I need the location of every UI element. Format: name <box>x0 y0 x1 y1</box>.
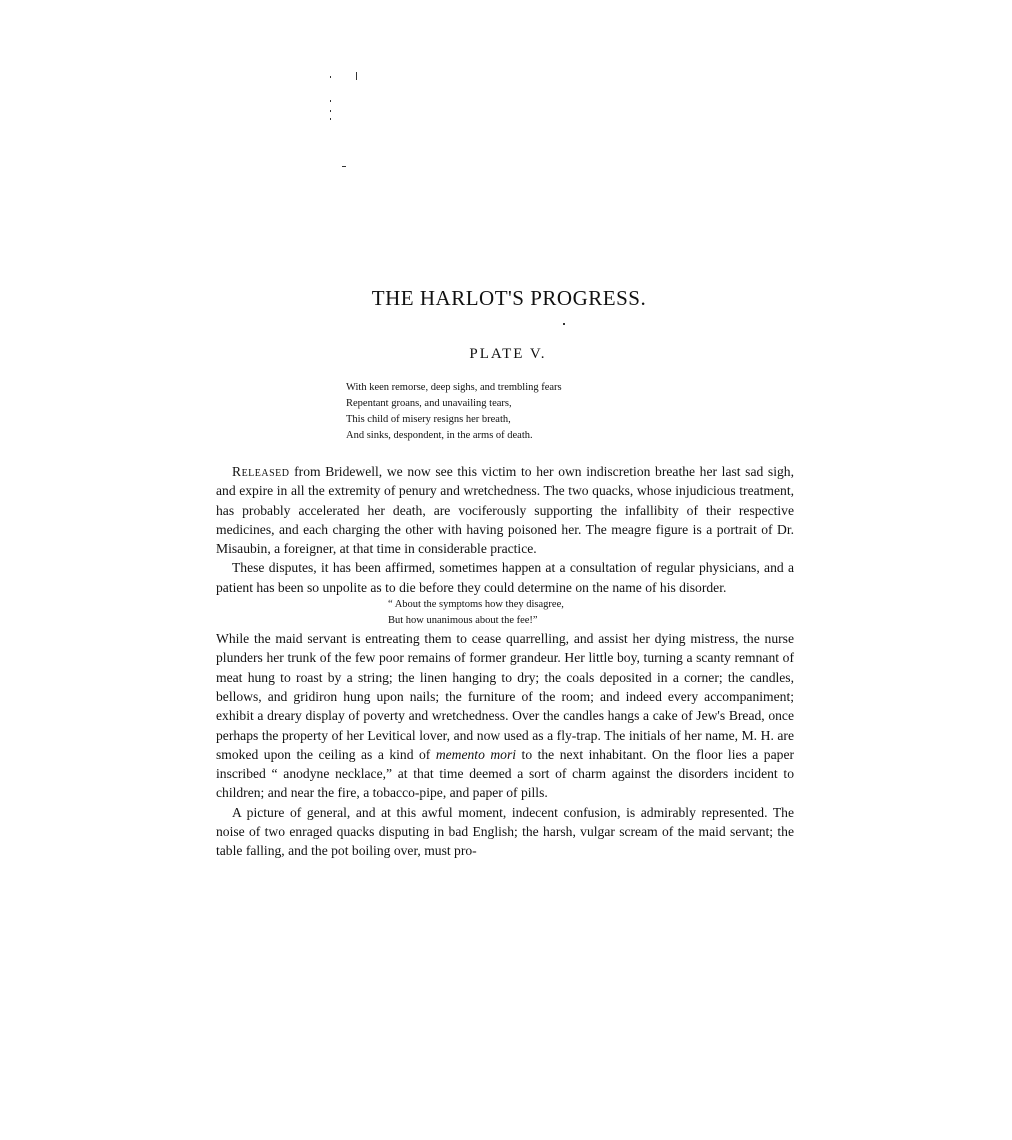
page-title: THE HARLOT'S PROGRESS. <box>371 286 647 310</box>
epigraph-line: With keen remorse, deep sighs, and trembling fears <box>346 382 562 393</box>
scan-marks <box>328 70 368 180</box>
quote-line: “ About the symptoms how they disagree, <box>388 599 564 611</box>
drop-word: Released <box>232 464 290 479</box>
paragraph-1 <box>216 462 794 558</box>
paragraph-4: A picture of general, and at this awful moment, indecent confusion, is admirably represented. The noise of two enraged quacks disputing in bad English; the harsh, vulgar scream of the maid servant; the table falling, and the pot boiling over, must pro- <box>216 804 794 859</box>
epigraph-line: Repentant groans, and unavailing tears, <box>346 398 512 409</box>
epigraph-verse <box>346 380 562 444</box>
epigraph-line: This child of misery resigns her breath, <box>346 414 511 425</box>
epigraph-line: And sinks, despondent, in the arms of death. <box>346 430 533 441</box>
paragraph-1-text: from Bridewell, we now see this victim to her own indiscretion breathe her last sad sigh, and expire in all the extremity of penury and wretchedness. The two quacks, whose injudicious treatment, has probably accelerated her death, are vociferously supporting the infallibity of their respective medicines, and each charging the other with having poisoned her. The meagre figure is a portrait of Dr. Misaubin, a foreigner, at that time in considerable practice. <box>216 464 794 557</box>
paragraph-2: These disputes, it has been affirmed, sometimes happen at a consultation of regular physicians, and a patient has been so unpolite as to die before they could determine on the name of his disorder. <box>216 560 794 595</box>
paragraph-3-text-b: to the next inhabitant. On the floor lies a paper inscribed “ anodyne necklace,” at that time deemed a sort of charm against the disorders incident to children; and near the fire, a tobacco-pipe, and paper of pills. <box>216 746 794 801</box>
quote-line: But how unanimous about the fee!” <box>388 615 538 627</box>
plate-heading: PLATE V. <box>469 346 547 362</box>
paragraph-3 <box>216 629 794 803</box>
paragraph-3-text-a: While the maid servant is entreating them to cease quarrelling, and assist her dying mistress, the nurse plunders her trunk of the few poor remains of former grandeur. Her little boy, turning a scanty remnant of meat hung to roast by a string; the linen hanging to dry; the coals deposited in a corner; the candles, bellows, and gridiron hung upon nails; the furniture of the room; and indeed every accompaniment; exhibit a dreary display of poverty and wretchedness. Over the candles hangs a cake of Jew's Bread, once perhaps the property of her Levitical lover, and now used as a fly-trap. The initials of her name, M. H. are smoked upon the ceiling as a kind of <box>216 631 794 762</box>
inline-quote <box>388 597 794 629</box>
title-ornament-dot <box>563 323 565 325</box>
italic-phrase: memento mori <box>435 746 517 762</box>
body-text <box>216 462 794 861</box>
